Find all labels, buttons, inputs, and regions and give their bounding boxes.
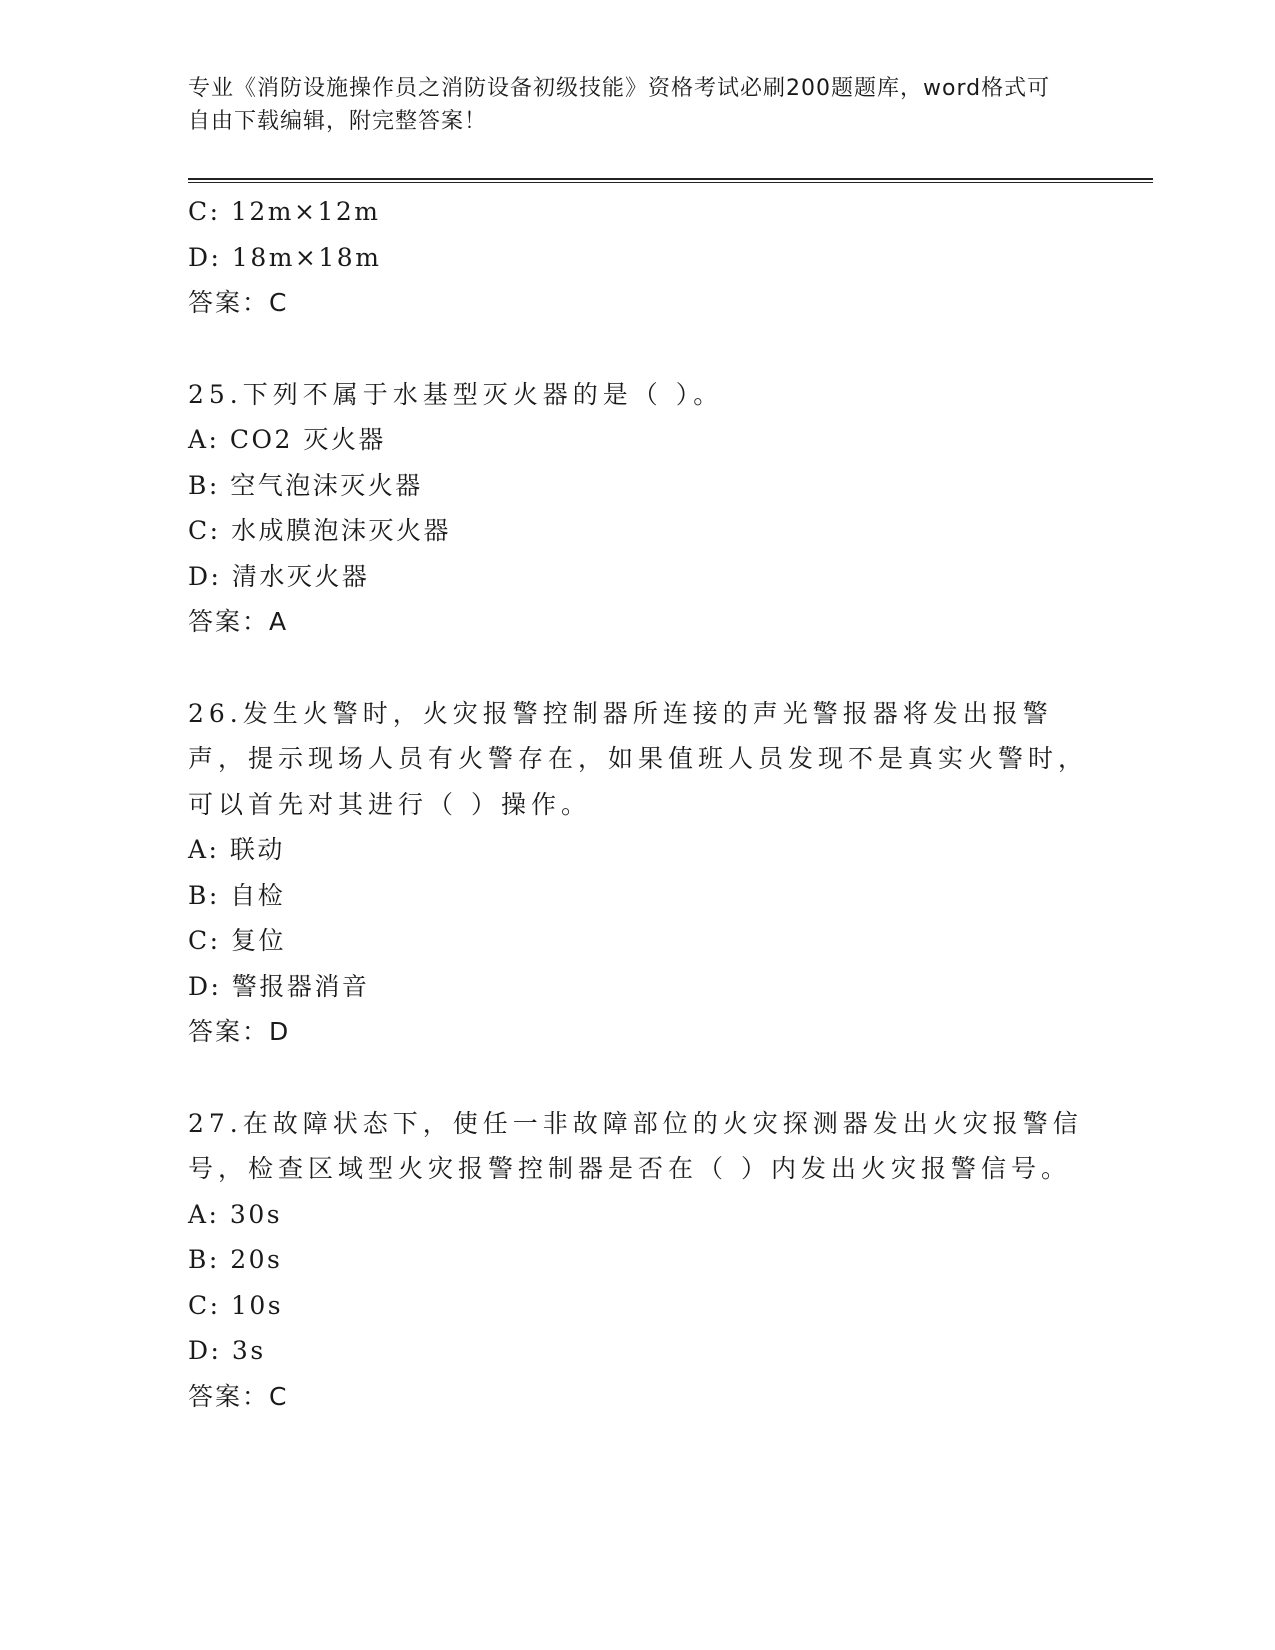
- answer-line: 答案：C: [188, 1381, 289, 1411]
- option-d: D: 清水灭火器: [188, 561, 370, 591]
- question-stem: 26.发生火警时，火灾报警控制器所连接的声光警报器将发出报警声，提示现场人员有火警存在，如果值班人员发现不是真实火警时，可以首先对其进行（ ）操作。: [188, 698, 1089, 819]
- option-b: B: 空气泡沫灭火器: [188, 470, 423, 500]
- question-stem: 25.下列不属于水基型灭火器的是（ ）。: [188, 379, 724, 409]
- option-b: B: 20s: [188, 1245, 283, 1274]
- option-d: D: 3s: [188, 1336, 266, 1365]
- option-d: D: 18m×18m: [188, 242, 382, 272]
- option-a: A: 30s: [188, 1199, 283, 1229]
- option-c: C: 水成膜泡沫灭火器: [188, 516, 451, 545]
- question-25: [188, 372, 1088, 645]
- header-divider: [188, 178, 1153, 183]
- answer-line: 答案：A: [188, 607, 289, 636]
- previous-question-tail: [188, 189, 1088, 326]
- question-list: [188, 189, 1088, 1419]
- page-header: 专业《消防设施操作员之消防设备初级技能》资格考试必刷200题题库，word格式可自由下载编辑，附完整答案！: [188, 76, 1051, 134]
- question-27: [188, 1101, 1088, 1420]
- option-c: C: 10s: [188, 1290, 284, 1320]
- question-26: [188, 691, 1088, 1055]
- option-a: A: 联动: [188, 835, 285, 864]
- option-a: A: CO2 灭火器: [188, 425, 386, 454]
- option-b: B: 自检: [188, 880, 286, 910]
- option-d: D: 警报器消音: [188, 971, 370, 1001]
- option-c: C: 复位: [188, 926, 286, 955]
- question-stem: 27.在故障状态下，使任一非故障部位的火灾探测器发出火灾报警信号，检查区域型火灾报警控制器是否在（ ）内发出火灾报警信号。: [188, 1108, 1083, 1183]
- answer-line: 答案：D: [188, 1017, 291, 1046]
- option-c: C: 12m×12m: [188, 197, 381, 226]
- answer-line: 答案：C: [188, 288, 289, 317]
